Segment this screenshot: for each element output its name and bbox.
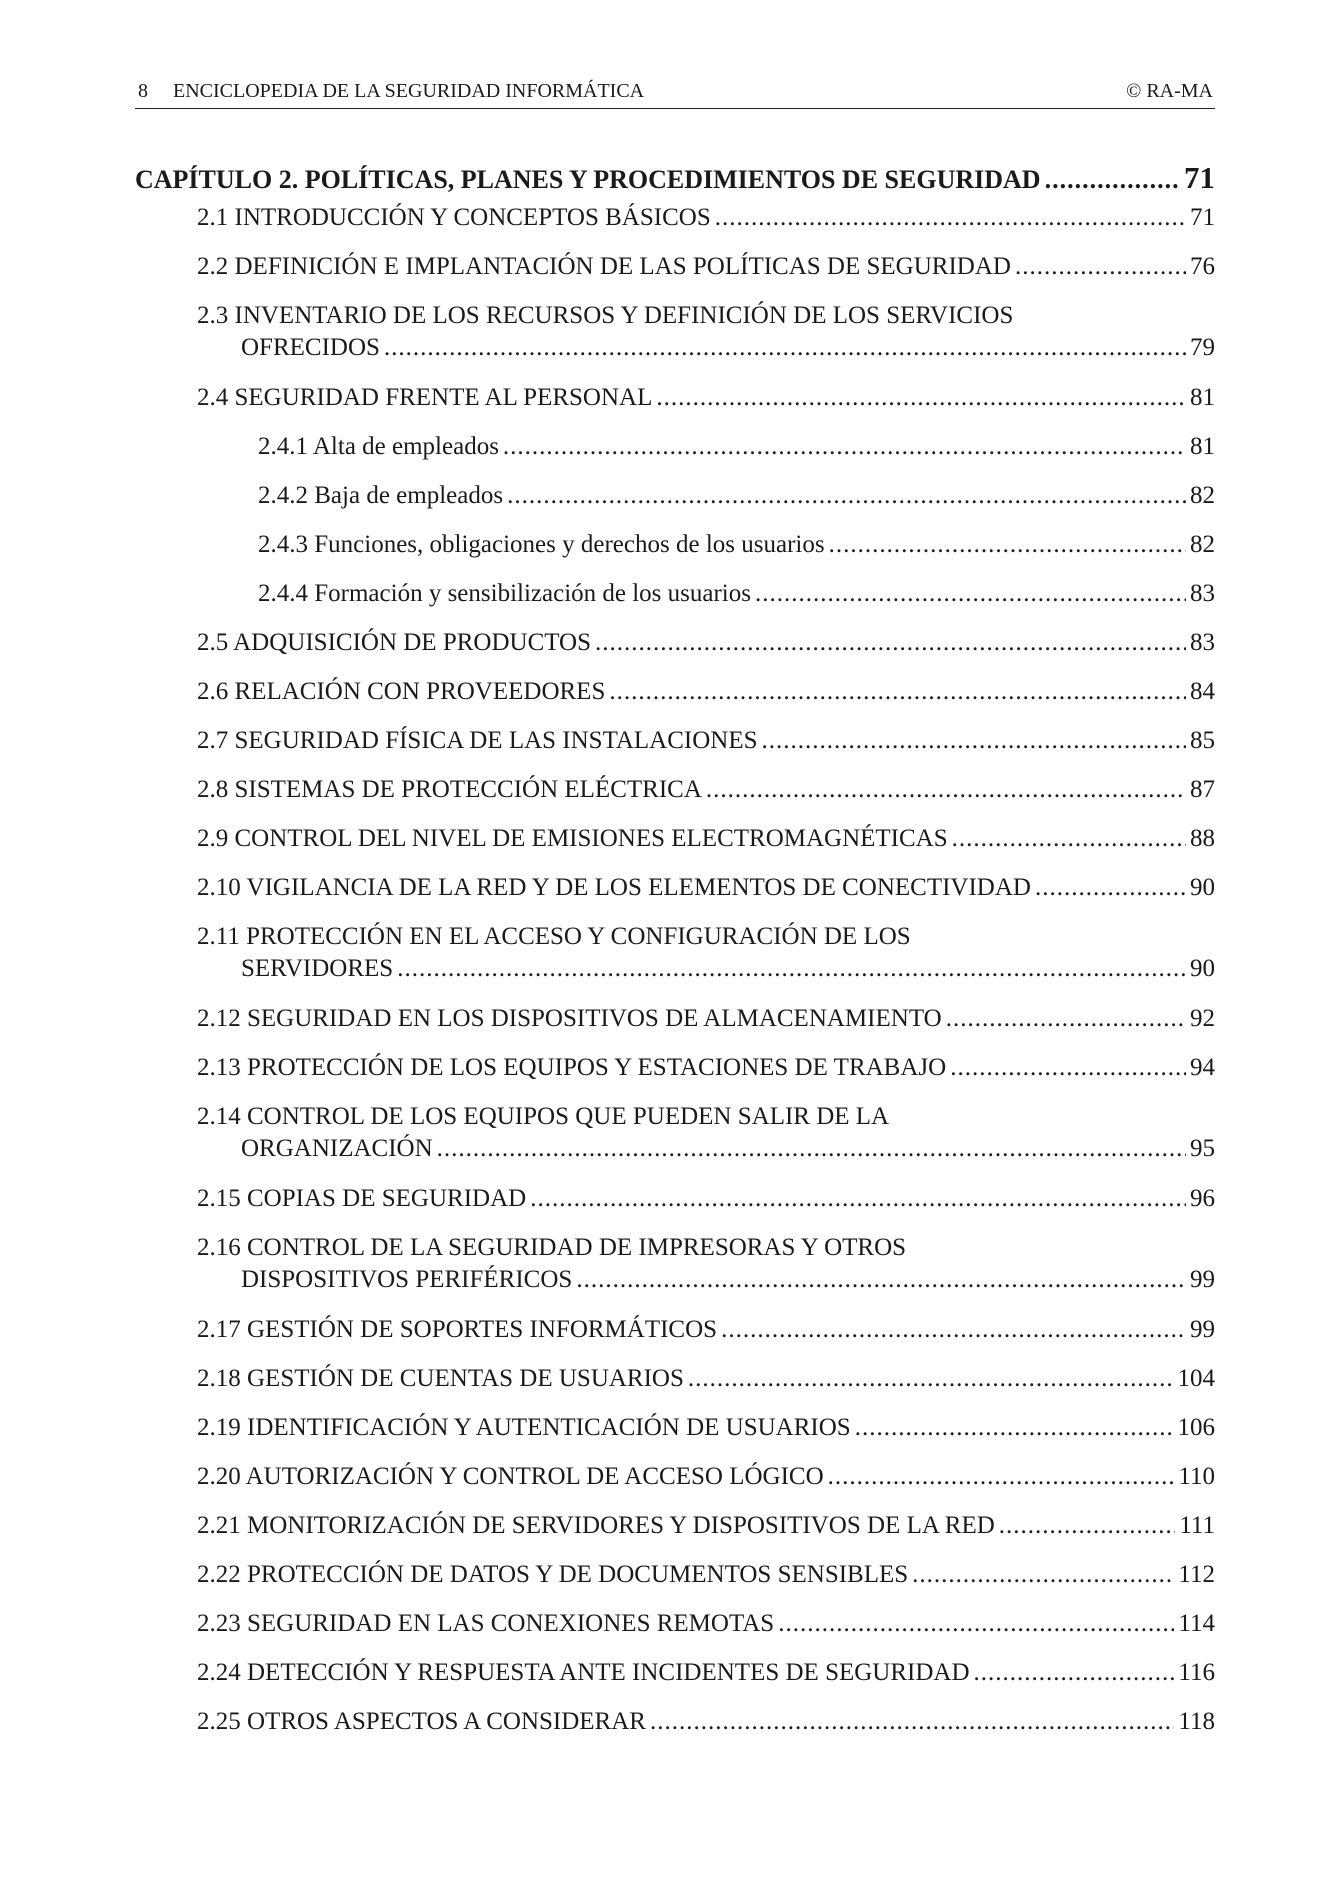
toc-leader-dots: [762, 725, 1186, 757]
toc-entry[interactable]: [135, 1314, 1215, 1363]
toc-leader-dots: [974, 1657, 1175, 1689]
toc-entry[interactable]: [135, 202, 1215, 251]
toc-leader-dots: [950, 1052, 1186, 1084]
toc-entry-title: 2.20 AUTORIZACIÓN Y CONTROL DE ACCESO LÓGICO: [197, 1463, 824, 1490]
toc-entry[interactable]: [135, 1608, 1215, 1657]
toc-entry[interactable]: [135, 1003, 1215, 1052]
toc-leader-dots: [576, 1264, 1186, 1296]
toc-entry-title: 2.19 IDENTIFICACIÓN Y AUTENTICACIÓN DE USUARIOS: [197, 1414, 851, 1441]
toc-leader-dots: [999, 1510, 1176, 1542]
toc-entry-title: 2.25 OTROS ASPECTOS A CONSIDERAR: [197, 1708, 646, 1735]
toc-entry[interactable]: [135, 1706, 1215, 1755]
toc-entry-title: 2.16 CONTROL DE LA SEGURIDAD DE IMPRESORAS Y OTROS: [197, 1234, 907, 1261]
toc-entry-title: 2.13 PROTECCIÓN DE LOS EQUIPOS Y ESTACIONES DE TRABAJO: [197, 1054, 947, 1081]
toc-entry-title: 2.4.3 Funciones, obligaciones y derechos de los usuarios: [258, 531, 825, 558]
toc-entry[interactable]: [135, 300, 1215, 382]
toc-entry-title-continued: SERVIDORES: [241, 955, 394, 982]
toc-entry-title: 2.4 SEGURIDAD FRENTE AL PERSONAL: [197, 384, 653, 411]
toc-leader-dots: [650, 1706, 1174, 1738]
toc-entry-page: 116: [1178, 1659, 1215, 1686]
toc-entry-page: 114: [1178, 1610, 1215, 1637]
toc-entry-page: 81: [1190, 384, 1215, 411]
toc-entry[interactable]: [135, 1052, 1215, 1101]
toc-entry-page: 95: [1190, 1135, 1215, 1162]
toc-entry-title: 2.7 SEGURIDAD FÍSICA DE LAS INSTALACIONES: [197, 727, 758, 754]
toc-entry-page: 118: [1178, 1708, 1215, 1735]
toc-entry-title: 2.4.1 Alta de empleados: [258, 433, 499, 460]
toc-entry-page: 104: [1177, 1365, 1215, 1392]
toc-entry-page: 83: [1190, 580, 1215, 607]
toc-entry-page: 94: [1190, 1054, 1215, 1081]
toc-leader-dots: [503, 431, 1186, 463]
toc-entry-page: 106: [1177, 1414, 1215, 1441]
toc-entry-title: 2.17 GESTIÓN DE SOPORTES INFORMÁTICOS: [197, 1316, 718, 1343]
toc-leader-dots: [721, 1314, 1186, 1346]
toc-entry-page: 112: [1178, 1561, 1215, 1588]
toc-entry-title-continued: DISPOSITIVOS PERIFÉRICOS: [241, 1266, 573, 1293]
toc-entry[interactable]: [135, 251, 1215, 300]
toc-leader-dots: [530, 1183, 1186, 1215]
toc-entry-page: 87: [1190, 776, 1215, 803]
toc-leader-dots: [706, 774, 1186, 806]
toc-entry-title: 2.3 INVENTARIO DE LOS RECURSOS Y DEFINICIÓN DE LOS SERVICIOS: [197, 302, 1014, 329]
toc-chapter-title: CAPÍTULO 2. POLÍTICAS, PLANES Y PROCEDIMIENTOS DE SEGURIDAD: [135, 165, 1041, 194]
toc-entry-title: 2.1 INTRODUCCIÓN Y CONCEPTOS BÁSICOS: [197, 204, 711, 231]
toc-entry-page: 90: [1190, 955, 1215, 982]
toc-chapter-heading[interactable]: [135, 160, 1215, 202]
toc-entry-title: 2.21 MONITORIZACIÓN DE SERVIDORES Y DISPOSITIVOS DE LA RED: [197, 1512, 995, 1539]
header-publisher: © RA-MA: [1126, 80, 1213, 102]
toc-entry[interactable]: [135, 382, 1215, 431]
toc-leader-dots: [778, 1608, 1174, 1640]
toc-entry-title: 2.9 CONTROL DEL NIVEL DE EMISIONES ELECTROMAGNÉTICAS: [197, 825, 948, 852]
toc-entry[interactable]: [135, 480, 1215, 529]
toc-entry-title: 2.15 COPIAS DE SEGURIDAD: [197, 1185, 527, 1212]
toc-entry-title: 2.4.4 Formación y sensibilización de los usuarios: [258, 580, 751, 607]
toc-entry-title: 2.18 GESTIÓN DE CUENTAS DE USUARIOS: [197, 1365, 684, 1392]
toc-entry[interactable]: [135, 1657, 1215, 1706]
toc-entry[interactable]: [135, 1101, 1215, 1183]
toc-entry[interactable]: [135, 1183, 1215, 1232]
toc-entry[interactable]: [135, 1510, 1215, 1559]
toc-entry[interactable]: [135, 1232, 1215, 1314]
toc-entry-page: 110: [1178, 1463, 1215, 1490]
toc-leader-dots: [755, 578, 1186, 610]
toc-entry-title: 2.6 RELACIÓN CON PROVEEDORES: [197, 678, 606, 705]
header-book-title: ENCICLOPEDIA DE LA SEGURIDAD INFORMÁTICA: [173, 80, 645, 102]
toc-entry-title: 2.12 SEGURIDAD EN LOS DISPOSITIVOS DE ALMACENAMIENTO: [197, 1005, 942, 1032]
toc-entry-page: 84: [1190, 678, 1215, 705]
toc-entry-page: 85: [1190, 727, 1215, 754]
toc-leader-dots: [688, 1363, 1174, 1395]
toc-leader-dots: [437, 1133, 1186, 1165]
toc-leader-dots: [1045, 165, 1180, 195]
toc-entry[interactable]: [135, 1461, 1215, 1510]
toc-leader-dots: [952, 823, 1186, 855]
toc-leader-dots: [946, 1003, 1186, 1035]
toc-entry-page: 90: [1190, 874, 1215, 901]
toc-leader-dots: [1015, 251, 1186, 283]
toc-entry-page: 111: [1179, 1512, 1215, 1539]
toc-entry-page: 88: [1190, 825, 1215, 852]
toc-leader-dots: [715, 202, 1186, 234]
toc-entry[interactable]: [135, 1412, 1215, 1461]
header-page-number: 8: [138, 80, 148, 102]
toc-leader-dots: [397, 953, 1186, 985]
toc-entry-title: 2.2 DEFINICIÓN E IMPLANTACIÓN DE LAS POLÍTICAS DE SEGURIDAD: [197, 253, 1011, 280]
toc-leader-dots: [1035, 872, 1186, 904]
toc-entry-page: 83: [1190, 629, 1215, 656]
toc-entry-title: 2.23 SEGURIDAD EN LAS CONEXIONES REMOTAS: [197, 1610, 775, 1637]
toc-entry-page: 82: [1190, 531, 1215, 558]
toc-leader-dots: [507, 480, 1186, 512]
toc-entry-page: 92: [1190, 1005, 1215, 1032]
toc-chapter-page: 71: [1184, 160, 1215, 195]
running-header: [135, 78, 1215, 109]
toc-entry[interactable]: [135, 872, 1215, 921]
toc-entry[interactable]: [135, 823, 1215, 872]
toc-leader-dots: [828, 1461, 1175, 1493]
toc-entry-title-continued: OFRECIDOS: [241, 334, 380, 361]
toc-leader-dots: [855, 1412, 1174, 1444]
toc-leader-dots: [912, 1559, 1174, 1591]
table-of-contents: [135, 160, 1215, 1755]
toc-entry-page: 99: [1190, 1266, 1215, 1293]
toc-entry-page: 81: [1190, 433, 1215, 460]
toc-entry-title: 2.8 SISTEMAS DE PROTECCIÓN ELÉCTRICA: [197, 776, 702, 803]
toc-entry-title: 2.5 ADQUISICIÓN DE PRODUCTOS: [197, 629, 592, 656]
toc-entry[interactable]: [135, 529, 1215, 578]
toc-entry-page: 96: [1190, 1185, 1215, 1212]
toc-entry-page: 76: [1190, 253, 1215, 280]
toc-entry-title: 2.24 DETECCIÓN Y RESPUESTA ANTE INCIDENTES DE SEGURIDAD: [197, 1659, 970, 1686]
toc-entry-title: 2.10 VIGILANCIA DE LA RED Y DE LOS ELEMENTOS DE CONECTIVIDAD: [197, 874, 1031, 901]
toc-entry[interactable]: [135, 627, 1215, 676]
toc-entry[interactable]: [135, 921, 1215, 1003]
toc-entry-page: 82: [1190, 482, 1215, 509]
toc-leader-dots: [609, 676, 1186, 708]
toc-entry[interactable]: [135, 1559, 1215, 1608]
toc-leader-dots: [656, 382, 1186, 414]
toc-leader-dots: [829, 529, 1186, 561]
toc-entry[interactable]: [135, 431, 1215, 480]
toc-entry-page: 79: [1190, 334, 1215, 361]
toc-entry-title: 2.14 CONTROL DE LOS EQUIPOS QUE PUEDEN SALIR DE LA: [197, 1103, 890, 1130]
toc-entry-title-continued: ORGANIZACIÓN: [241, 1135, 433, 1162]
toc-entry[interactable]: [135, 676, 1215, 725]
toc-entry-title: 2.22 PROTECCIÓN DE DATOS Y DE DOCUMENTOS SENSIBLES: [197, 1561, 909, 1588]
toc-entry[interactable]: [135, 578, 1215, 627]
toc-entry-page: 71: [1190, 204, 1215, 231]
toc-entry[interactable]: [135, 774, 1215, 823]
toc-leader-dots: [595, 627, 1186, 659]
toc-leader-dots: [384, 332, 1186, 364]
toc-entry[interactable]: [135, 1363, 1215, 1412]
toc-entry-title: 2.11 PROTECCIÓN EN EL ACCESO Y CONFIGURACIÓN DE LOS: [197, 923, 911, 950]
toc-entry[interactable]: [135, 725, 1215, 774]
toc-entry-title: 2.4.2 Baja de empleados: [258, 482, 504, 509]
toc-entry-page: 99: [1190, 1316, 1215, 1343]
